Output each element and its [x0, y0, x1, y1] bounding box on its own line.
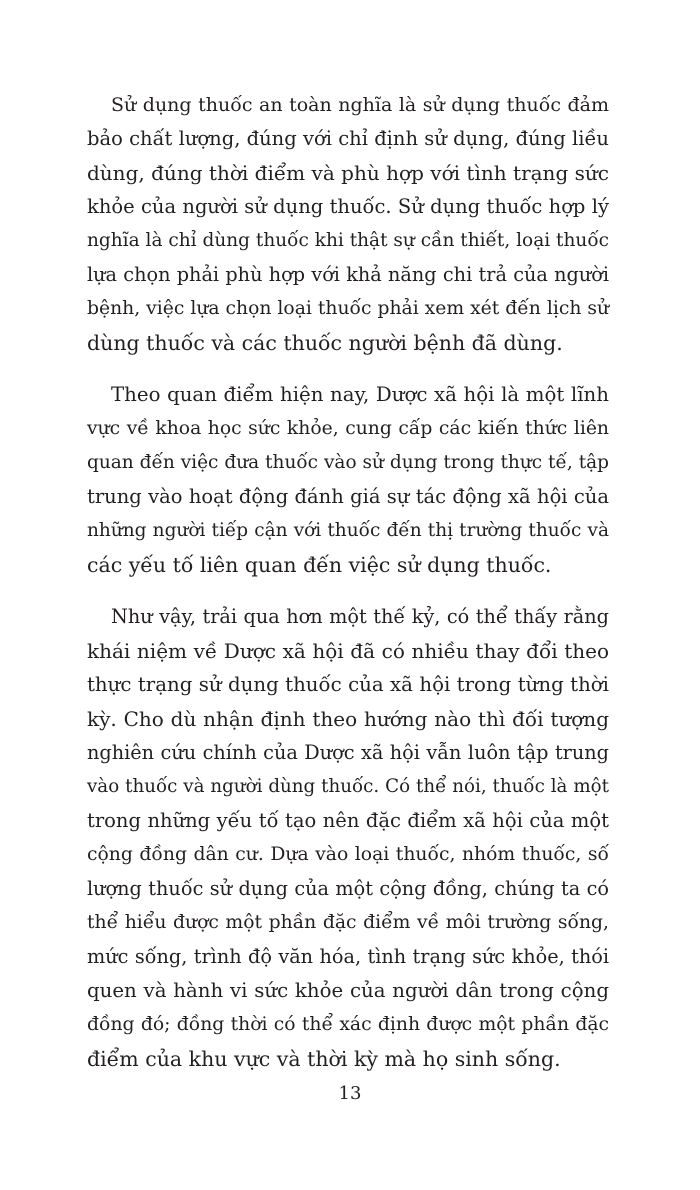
- text-line: kỳ. Cho dù nhận định theo hướng nào thì đối tượng: [87, 707, 609, 731]
- text-line: mức sống, trình độ văn hóa, tình trạng sức khỏe, thói: [87, 945, 609, 968]
- text-line: khỏe của người sử dụng thuốc. Sử dụng thuốc hợp lý: [87, 195, 609, 218]
- text-line: dùng, đúng thời điểm và phù hợp với tình trạng sức: [87, 161, 609, 185]
- text-line: vực về khoa học sức khỏe, cung cấp các kiến thức liên: [87, 418, 609, 439]
- text-line: khái niệm về Dược xã hội đã có nhiều thay đổi theo: [87, 639, 609, 663]
- text-line: dùng thuốc và các thuốc người bệnh đã dùng.: [87, 331, 563, 355]
- text-line: lượng thuốc sử dụng của một cộng đồng, chúng ta có: [87, 877, 609, 900]
- text-line: bệnh, việc lựa chọn loại thuốc phải xem xét đến lịch sử: [87, 298, 610, 319]
- text-line: nghiên cứu chính của Dược xã hội vẫn luôn tập trung: [87, 741, 609, 764]
- body-text: [87, 88, 609, 1094]
- text-line: vào thuốc và người dùng thuốc. Có thể nói, thuốc là một: [87, 776, 609, 797]
- text-line: các yếu tố liên quan đến việc sử dụng thuốc.: [87, 553, 552, 577]
- text-line: lựa chọn phải phù hợp với khả năng chi trả của người: [87, 263, 609, 286]
- paragraph-social-pharmacy-history: [87, 600, 609, 1076]
- text-line: Như vậy, trải qua hơn một thế kỷ, có thể thấy rằng: [111, 605, 609, 628]
- page-number: 13: [338, 1083, 362, 1104]
- paragraph-safe-drug-use: [87, 88, 609, 360]
- text-line: Theo quan điểm hiện nay, Dược xã hội là một lĩnh: [111, 383, 609, 406]
- text-line: thực trạng sử dụng thuốc của xã hội trong từng thời: [87, 673, 609, 696]
- text-line: Sử dụng thuốc an toàn nghĩa là sử dụng thuốc đảm: [111, 94, 609, 116]
- text-line: quen và hành vi sức khỏe của người dân trong cộng: [87, 979, 609, 1002]
- text-line: thể hiểu được một phần đặc điểm về môi trường sống,: [87, 912, 609, 933]
- text-line: quan đến việc đưa thuốc vào sử dụng trong thực tế, tập: [87, 452, 609, 473]
- text-line: nghĩa là chỉ dùng thuốc khi thật sự cần thiết, loại thuốc: [87, 230, 609, 251]
- text-line: trong những yếu tố tạo nên đặc điểm xã hội của một: [87, 809, 609, 832]
- text-line: những người tiếp cận với thuốc đến thị trường thuốc và: [87, 520, 609, 541]
- text-line: đồng đó; đồng thời có thể xác định được một phần đặc: [87, 1014, 609, 1035]
- text-line: trung vào hoạt động đánh giá sự tác động xã hội của: [87, 485, 609, 508]
- text-line: cộng đồng dân cư. Dựa vào loại thuốc, nhóm thuốc, số: [87, 844, 609, 865]
- paragraph-social-pharmacy-definition: [87, 378, 609, 582]
- text-line: điểm của khu vực và thời kỳ mà họ sinh sống.: [87, 1047, 561, 1071]
- text-line: bảo chất lượng, đúng với chỉ định sử dụng, đúng liều: [87, 127, 609, 150]
